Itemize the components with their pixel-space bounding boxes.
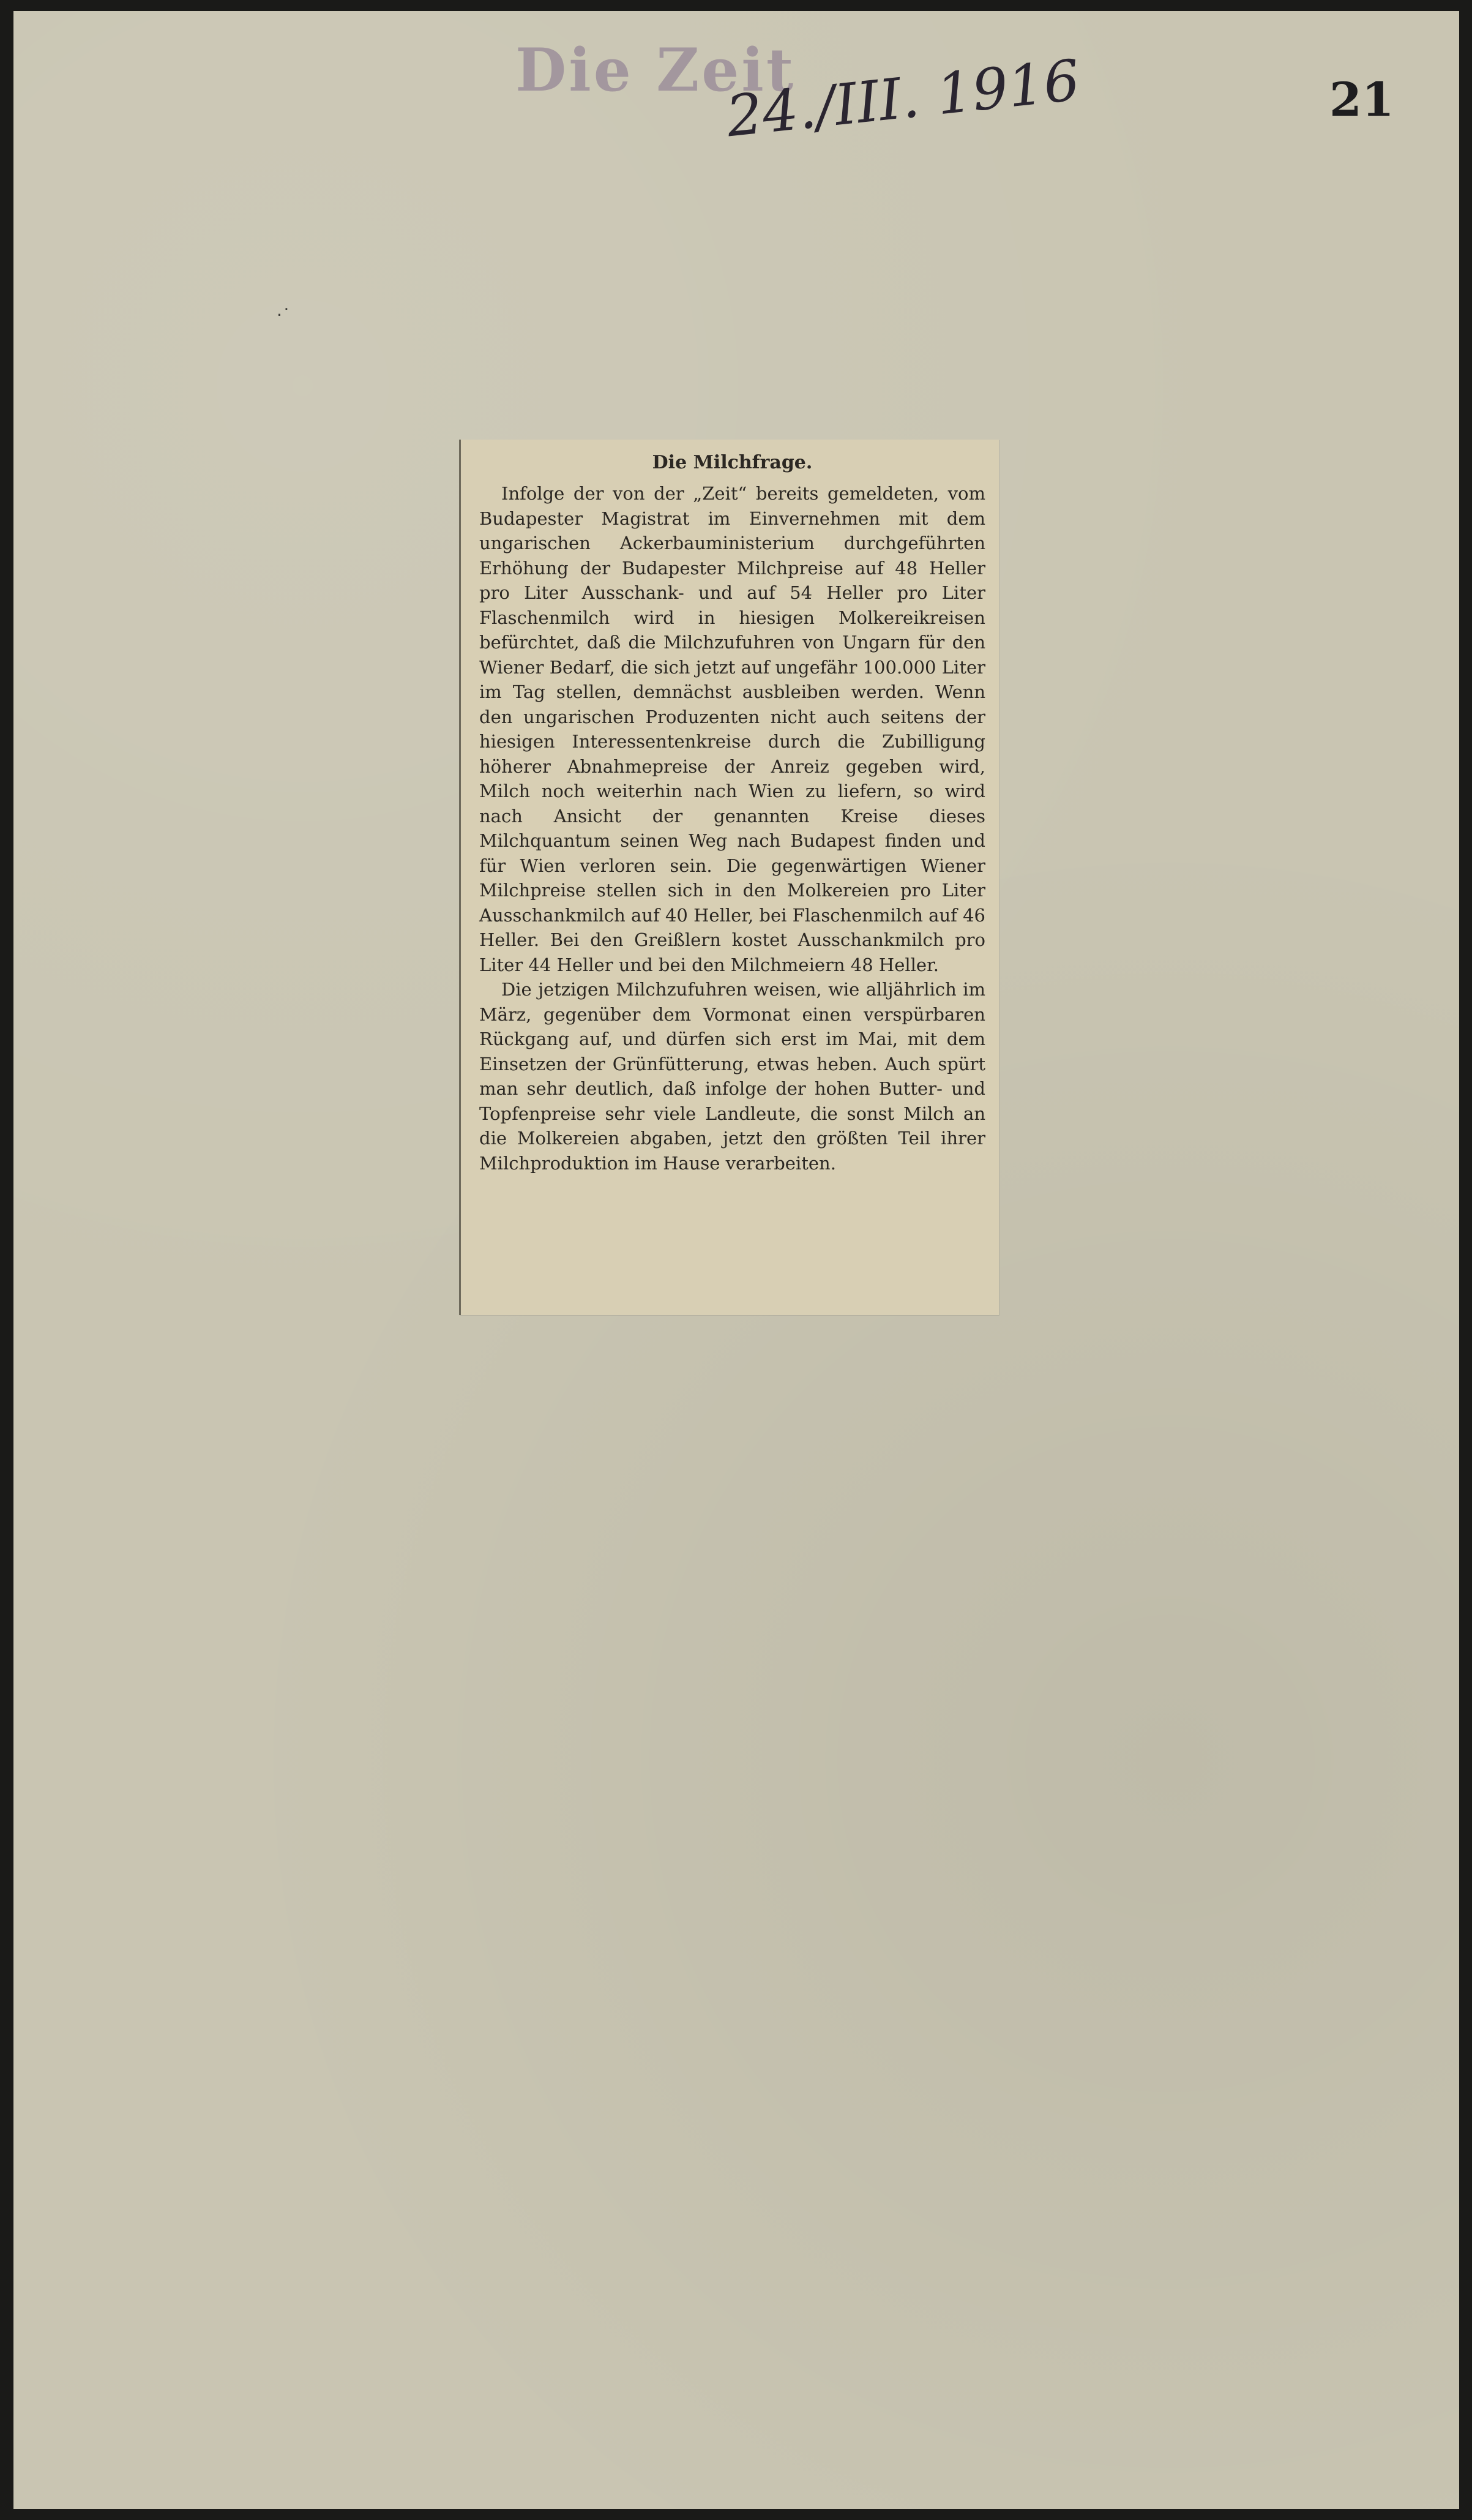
newspaper-stamp: Die Zeit xyxy=(515,36,796,105)
archive-page xyxy=(13,11,1459,2509)
article-paragraph: Infolge der von der „Zeit“ bereits gemeldeten, vom Budapester Magistrat im Einvernehmen mit dem ungarischen Ackerbauministerium durchgeführten Erhöhung der Budapester Milchpreise auf 48 Heller pro Liter Ausschank- und auf 54 Heller pro Liter Flaschenmilch wird in hiesigen Molkereikreisen befürchtet, daß die Milchzufuhren von Ungarn für den Wiener Bedarf, die sich jetzt auf ungefähr 100.000 Liter im Tag stellen, demnächst ausbleiben werden. Wenn den ungarischen Produzenten nicht auch seitens der hiesigen Interessentenkreise durch die Zubilligung höherer Abnahmepreise der Anreiz gegeben wird, Milch noch weiterhin nach Wien zu liefern, so wird nach Ansicht der genannten Kreise dieses Milchquantum seinen Weg nach Budapest finden und für Wien verloren sein. Die gegenwärtigen Wiener Milchpreise stellen sich in den Molkereien pro Liter Ausschankmilch auf 40 Heller, bei Flaschenmilch auf 46 Heller. Bei den Greißlern kostet Ausschankmilch pro Liter 44 Heller und bei den Milchmeiern 48 Heller. xyxy=(479,483,985,975)
handwritten-date: 24./III. 1916 xyxy=(723,47,1083,150)
newspaper-clipping xyxy=(459,440,999,1315)
article-paragraph: Die jetzigen Milchzufuhren weisen, wie alljährlich im März, gegenüber dem Vormonat einen verspürbaren Rückgang auf, und dürfen sich erst im Mai, mit dem Einsetzen der Grünfütterung, etwas heben. Auch spürt man sehr deutlich, daß infolge der hohen Butter- und Topfenpreise sehr viele Landleute, die sonst Milch an die Molkereien abgaben, jetzt den größten Teil ihrer Milchproduktion im Hause verarbeiten. xyxy=(479,979,985,1174)
page-number: 21 xyxy=(1329,72,1394,127)
paper-speck: ·˙ xyxy=(277,305,291,325)
article-title: Die Milchfrage. xyxy=(652,452,813,473)
